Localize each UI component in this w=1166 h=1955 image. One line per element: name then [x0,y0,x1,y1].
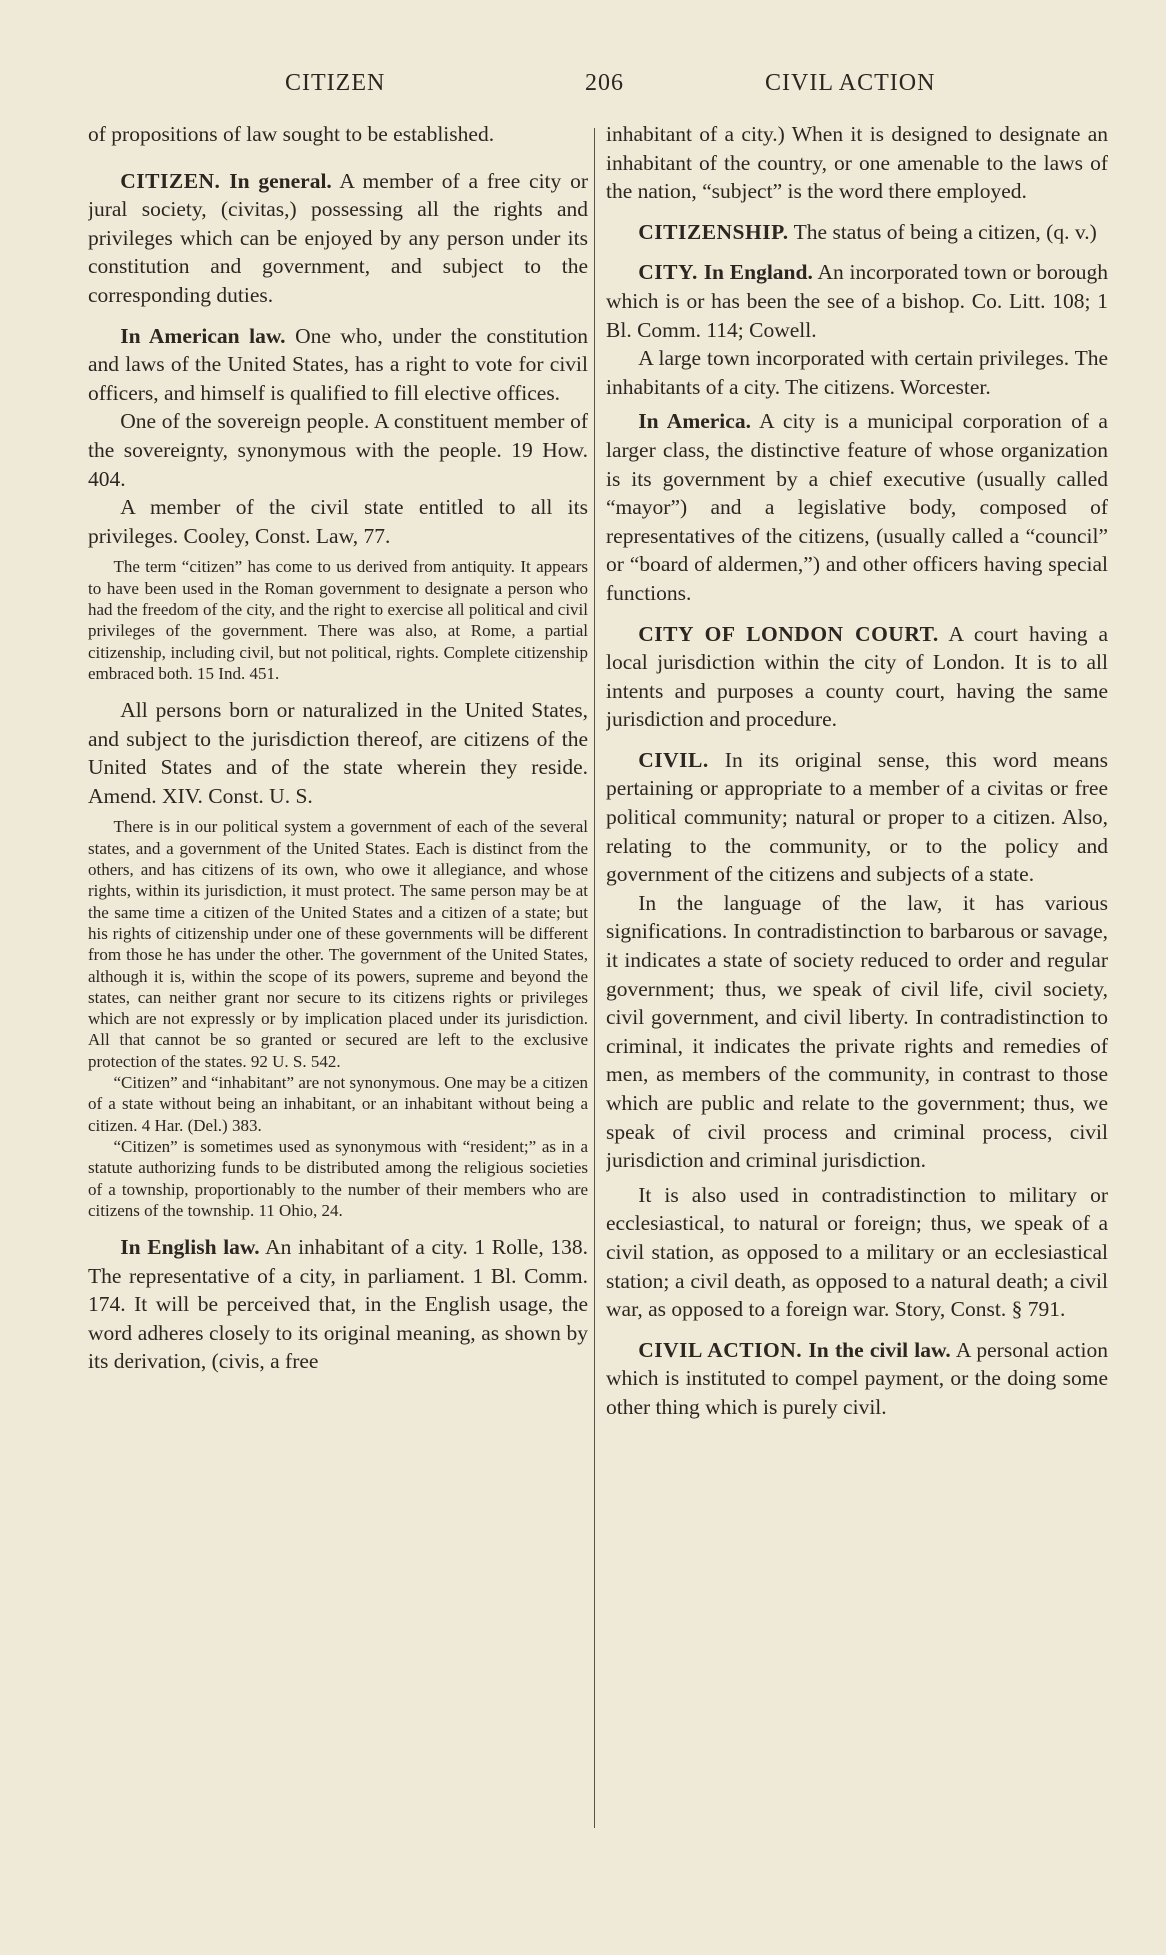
header-right-guide-word: CIVIL ACTION [765,70,936,96]
entry-term: CITIZEN. [120,168,221,193]
entry-subheading: In English law. [120,1235,260,1260]
header-left-guide-word: CITIZEN [285,70,386,96]
entry-definition: The status of being a citizen, (q. v.) [793,219,1097,244]
continued-paragraph: of propositions of law sought to be established. [88,122,495,146]
entry-subheading: In England. [703,260,813,285]
entry-term: CITY OF LONDON COURT. [638,621,939,646]
right-column [606,120,1108,1840]
running-header [0,70,1166,110]
entry-definition: In its original sense, this word means pertaining or appropriate to a member of a civitas or free political community; natural or proper to a citizen. Also, relating to the community, or to the policy and government of the citizens and subjects of a state. [606,747,1108,887]
entry-definition: A city is a municipal corporation of a larger class, the distinctive feature of whose organization is its government by a chief executive (usually called “mayor”) and a legislative body, composed of representatives of the citizens, (usually called a “council” or “board of aldermen,”) and other officers having special functions. [606,409,1108,605]
entry-term: CIVIL ACTION. [638,1337,803,1362]
entry-term: CITY. [638,260,698,285]
paragraph-born-naturalized: All persons born or naturalized in the United States, and subject to the jurisdiction thereof, are citizens of the United States and of the state wherein they reside. Amend. XIV. Const. U. S. [88,698,588,808]
entry-civil [606,746,1108,889]
note-inhabitant: “Citizen” and “inhabitant” are not synonymous. One may be a citizen of a state without being an inhabitant, or an inhabitant without being a citizen. 4 Har. (Del.) 383. [88,1073,588,1135]
note-political-system: There is in our political system a government of each of the several states, and a government of the United States. Each is distinct from the others, and has citizens of its own, who owe it allegiance, and whose rights, within its jurisdiction, it must protect. The same person may be at the same time a citizen of the United States and a citizen of a state; but his rights of citizenship under one of these governments will be different from those he has under the other. The government of the United States, although it is, within the scope of its powers, supreme and beyond the states, can neither grant nor secure to its citizens rights or privileges which are not expressly or by implication placed under its jurisdiction. All that cannot be so granted or secured are left to the exclusive protection of the states. 92 U. S. 542. [88,817,588,1071]
column-divider [594,128,595,1828]
entry-civil-action [606,1336,1108,1422]
entry-definition: A personal action which is instituted to compel payment, or the doing some other thing which is purely civil. [606,1337,1108,1419]
continued-paragraph: inhabitant of a city.) When it is designed to designate an inhabitant of the country, or one amenable to the laws of the nation, “subject” is the word there employed. [606,122,1108,204]
entry-subheading: In America. [638,409,751,434]
entry-term: CIVIL. [638,747,709,772]
left-column [88,120,588,1840]
paragraph-civil-state: A member of the civil state entitled to all its privileges. Cooley, Const. Law, 77. [88,495,588,548]
entry-definition: A court having a local jurisdiction within the city of London. It is to all intents and purposes a county court, having the same jurisdiction and procedure. [606,621,1108,732]
paragraph-sovereign: One of the sovereign people. A constituent member of the sovereignty, synonymous with the people. 19 How. 404. [88,409,588,491]
note-term-citizen: The term “citizen” has come to us derived from antiquity. It appears to have been used in the Roman government to designate a person who had the freedom of the city, and the right to exercise all political and civil privileges of the government. There was also, at Rome, a partial citizenship, including civil, but not political, rights. Complete citizenship embraced both. 15 Ind. 451. [88,557,588,683]
paragraph-contradistinction: It is also used in contradistinction to military or ecclesiastical, to natural or foreign; thus, we speak of a civil station, as opposed to a military or an ecclesiastical station; a civil death, as opposed to a natural death; a civil war, as opposed to a foreign war. Story, Const. § 791. [606,1182,1108,1322]
entry-citizenship [606,218,1108,247]
paragraph-large-town: A large town incorporated with certain privileges. The inhabitants of a city. The citizens. Worcester. [606,346,1108,399]
entry-definition: A member of a free city or jural society, (civitas,) possessing all the rights and privileges which can be enjoyed by any person under its constitution and government, and subject to the corresponding duties. [88,168,588,307]
paragraph-language-of-law: In the language of the law, it has various significations. In contradistinction to barbarous or savage, it indicates a state of society reduced to order and regular government; thus, we speak of civil life, civil society, civil government, and civil liberty. In contradistinction to criminal, it indicates the private rights and remedies of men, as members of the community, in contrast to those which are public and relate to the government; thus, we speak of civil process and criminal process, civil jurisdiction and criminal jurisdiction. [606,890,1108,1173]
entry-definition: An incorporated town or borough which is or has been the see of a bishop. Co. Litt. 108; 1 Bl. Comm. 114; Cowell. [606,260,1108,342]
entry-subheading: In American law. [120,323,286,348]
entry-city-of-london-court [606,620,1108,734]
paragraph-city-america [606,407,1108,607]
page-number: 206 [585,70,624,96]
entry-city [606,258,1108,344]
entry-definition: An inhabitant of a city. 1 Rolle, 138. The representative of a city, in parliament. 1 Bl. Comm. 174. It will be perceived that, in the English usage, the word adheres closely to its original meaning, as shown by its derivation, (civis, a free [88,1235,588,1374]
entry-term: CITIZENSHIP. [638,219,789,244]
entry-citizen [88,167,588,310]
paragraph-english-law [88,1233,588,1376]
entry-subheading: In general. [229,168,332,193]
entry-definition: One who, under the constitution and laws of the United States, has a right to vote for civil officers, and himself is qualified to fill elective offices. [88,323,588,405]
entry-subheading: In the civil law. [808,1337,951,1362]
note-resident: “Citizen” is sometimes used as synonymous with “resident;” as in a statute authorizing funds to be distributed among the religious societies of a township, proportionably to the number of their members who are citizens of the township. 11 Ohio, 24. [88,1136,588,1220]
paragraph-american-law [88,322,588,408]
